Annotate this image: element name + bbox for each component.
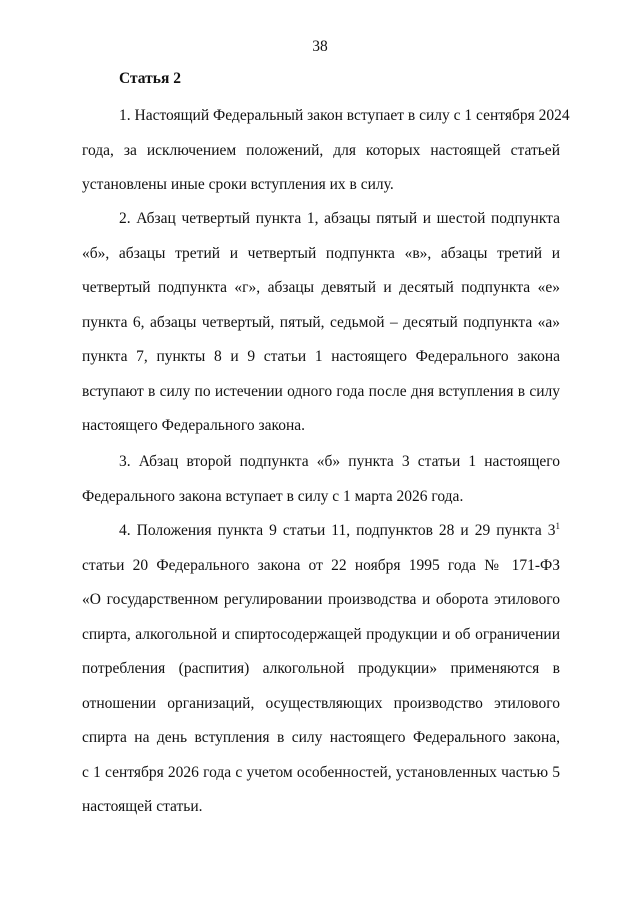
paragraph-line: спирта на день вступления в силу настоящего Федерального закона, bbox=[82, 729, 560, 746]
paragraph-line: отношении организаций, осуществляющих производство этилового bbox=[82, 694, 560, 712]
page-number: 38 bbox=[312, 38, 328, 55]
paragraph-2 bbox=[82, 202, 560, 444]
paragraph-line-text: 4. Положения пункта 9 статьи 11, подпунктов 28 и 29 пункта 3 bbox=[119, 522, 556, 539]
paragraph-line: Федерального закона вступает в силу с 1 марта 2026 года. bbox=[82, 487, 464, 505]
paragraph-line: вступают в силу по истечении одного года после дня вступления в силу bbox=[82, 382, 560, 400]
paragraph-line: года, за исключением положений, для которых настоящей статьей bbox=[82, 141, 560, 159]
paragraph-1 bbox=[82, 99, 570, 203]
article-heading: Статья 2 bbox=[119, 70, 181, 87]
paragraph-line: потребления (распития) алкогольной продукции» применяются в bbox=[82, 660, 560, 677]
paragraph-line: 3. Абзац второй подпункта «б» пункта 3 статьи 1 настоящего bbox=[119, 453, 560, 470]
paragraph-line bbox=[82, 514, 560, 549]
paragraph-line: спирта, алкогольной и спиртосодержащей продукции и об ограничении bbox=[82, 625, 560, 643]
paragraph-line: с 1 сентября 2026 года с учетом особенностей, установленных частью 5 bbox=[82, 763, 560, 781]
paragraph-line: 1. Настоящий Федеральный закон вступает в силу с 1 сентября 2024 bbox=[119, 107, 570, 124]
paragraph-3 bbox=[82, 445, 560, 514]
paragraph-line: пункта 7, пункты 8 и 9 статьи 1 настоящего Федерального закона bbox=[82, 348, 560, 365]
paragraph-line: пункта 6, абзацы четвертый, пятый, седьмой – десятый подпункта «а» bbox=[82, 313, 560, 331]
paragraph-line: «О государственном регулировании производства и оборота этилового bbox=[82, 591, 560, 608]
paragraph-line: установлены иные сроки вступления их в силу. bbox=[82, 176, 394, 193]
paragraph-line: статьи 20 Федерального закона от 22 ноября 1995 года № 171-ФЗ bbox=[82, 556, 560, 574]
paragraph-line: четвертый подпункта «г», абзацы девятый и десятый подпункта «е» bbox=[82, 279, 560, 296]
superscript: 1 bbox=[555, 521, 560, 531]
paragraph-4 bbox=[82, 514, 560, 825]
paragraph-line: настоящей статьи. bbox=[82, 798, 203, 815]
paragraph-line: «б», абзацы третий и четвертый подпункта «в», абзацы третий и bbox=[82, 244, 560, 262]
paragraph-line: 2. Абзац четвертый пункта 1, абзацы пятый и шестой подпункта bbox=[119, 210, 560, 227]
paragraph-line: настоящего Федерального закона. bbox=[82, 417, 306, 434]
